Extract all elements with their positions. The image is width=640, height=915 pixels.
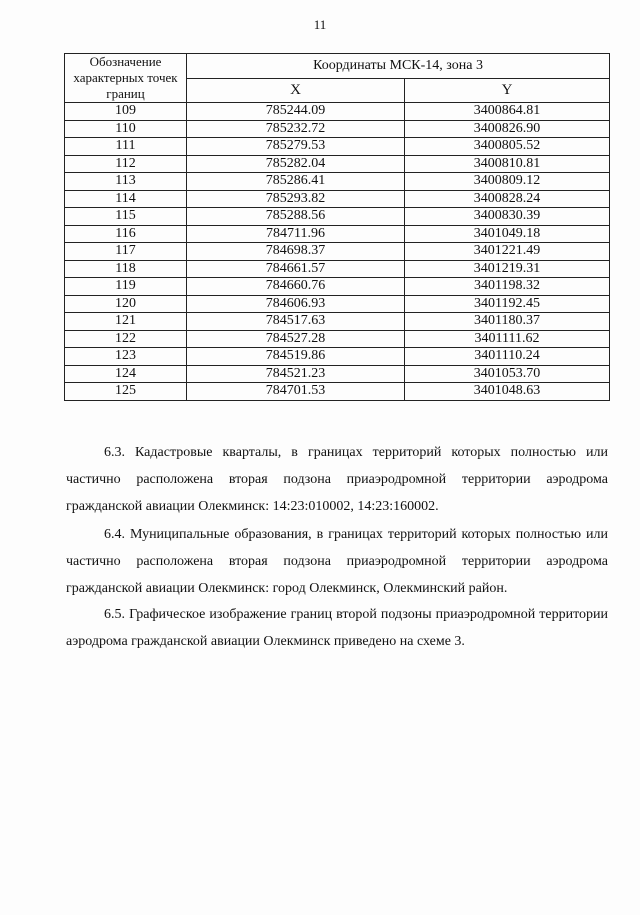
point-number-cell: 116 bbox=[65, 225, 187, 243]
point-number-cell: 111 bbox=[65, 138, 187, 156]
header-point-designation: Обозначение характерных точек границ bbox=[65, 54, 187, 103]
point-number-cell: 112 bbox=[65, 155, 187, 173]
point-number-cell: 125 bbox=[65, 383, 187, 401]
y-coordinate-cell: 3400830.39 bbox=[405, 208, 610, 226]
point-number-cell: 109 bbox=[65, 103, 187, 121]
y-coordinate-cell: 3401219.31 bbox=[405, 260, 610, 278]
y-coordinate-cell: 3401192.45 bbox=[405, 295, 610, 313]
header-x: X bbox=[187, 78, 405, 103]
point-number-cell: 113 bbox=[65, 173, 187, 191]
y-coordinate-cell: 3400826.90 bbox=[405, 120, 610, 138]
point-number-cell: 114 bbox=[65, 190, 187, 208]
table-row bbox=[65, 330, 610, 348]
table-row bbox=[65, 348, 610, 366]
page-number: 11 bbox=[313, 17, 327, 32]
x-coordinate-cell: 784519.86 bbox=[187, 348, 405, 366]
x-coordinate-cell: 785282.04 bbox=[187, 155, 405, 173]
point-number-cell: 118 bbox=[65, 260, 187, 278]
x-coordinate-cell: 784527.28 bbox=[187, 330, 405, 348]
point-number-cell: 110 bbox=[65, 120, 187, 138]
x-coordinate-cell: 784698.37 bbox=[187, 243, 405, 261]
table-row bbox=[65, 365, 610, 383]
x-coordinate-cell: 784660.76 bbox=[187, 278, 405, 296]
x-coordinate-cell: 784711.96 bbox=[187, 225, 405, 243]
y-coordinate-cell: 3401111.62 bbox=[405, 330, 610, 348]
x-coordinate-cell: 785286.41 bbox=[187, 173, 405, 191]
x-coordinate-cell: 784521.23 bbox=[187, 365, 405, 383]
table-row bbox=[65, 295, 610, 313]
x-coordinate-cell: 785293.82 bbox=[187, 190, 405, 208]
point-number-cell: 122 bbox=[65, 330, 187, 348]
paragraph-cadastral-quarters: 6.3. Кадастровые кварталы, в границах территорий которых полностью или частично расположена вторая подзона приаэродромной территории аэродрома гражданской авиации Олекминск: 14:23:010002, 14:23:160002. bbox=[66, 445, 608, 514]
y-coordinate-cell: 3401048.63 bbox=[405, 383, 610, 401]
table-row bbox=[65, 278, 610, 296]
table-row bbox=[65, 260, 610, 278]
coordinates-table bbox=[64, 53, 610, 401]
y-coordinate-cell: 3401221.49 bbox=[405, 243, 610, 261]
table-row bbox=[65, 103, 610, 121]
header-coordinates: Координаты МСК-14, зона 3 bbox=[187, 54, 610, 79]
table-row bbox=[65, 383, 610, 401]
x-coordinate-cell: 785279.53 bbox=[187, 138, 405, 156]
x-coordinate-cell: 785244.09 bbox=[187, 103, 405, 121]
y-coordinate-cell: 3401180.37 bbox=[405, 313, 610, 331]
y-coordinate-cell: 3400828.24 bbox=[405, 190, 610, 208]
x-coordinate-cell: 785288.56 bbox=[187, 208, 405, 226]
table-row bbox=[65, 173, 610, 191]
table-row bbox=[65, 243, 610, 261]
table-body bbox=[65, 103, 610, 401]
x-coordinate-cell: 784517.63 bbox=[187, 313, 405, 331]
table-row bbox=[65, 155, 610, 173]
point-number-cell: 120 bbox=[65, 295, 187, 313]
point-number-cell: 124 bbox=[65, 365, 187, 383]
y-coordinate-cell: 3401053.70 bbox=[405, 365, 610, 383]
table-row bbox=[65, 190, 610, 208]
x-coordinate-cell: 785232.72 bbox=[187, 120, 405, 138]
y-coordinate-cell: 3401198.32 bbox=[405, 278, 610, 296]
table-row bbox=[65, 313, 610, 331]
paragraph-municipalities: 6.4. Муниципальные образования, в границах территорий которых полностью или частично расположена вторая подзона приаэродромной территории аэродрома гражданской авиации Олекминск: город Олекминск, Олекминский район. bbox=[66, 527, 608, 596]
point-number-cell: 121 bbox=[65, 313, 187, 331]
y-coordinate-cell: 3400809.12 bbox=[405, 173, 610, 191]
x-coordinate-cell: 784606.93 bbox=[187, 295, 405, 313]
y-coordinate-cell: 3400810.81 bbox=[405, 155, 610, 173]
y-coordinate-cell: 3401110.24 bbox=[405, 348, 610, 366]
table-row bbox=[65, 208, 610, 226]
point-number-cell: 115 bbox=[65, 208, 187, 226]
table-row bbox=[65, 138, 610, 156]
table-row bbox=[65, 225, 610, 243]
x-coordinate-cell: 784701.53 bbox=[187, 383, 405, 401]
y-coordinate-cell: 3400864.81 bbox=[405, 103, 610, 121]
y-coordinate-cell: 3401049.18 bbox=[405, 225, 610, 243]
paragraph-graphic-scheme: 6.5. Графическое изображение границ второй подзоны приаэродромной территории аэродрома гражданской авиации Олекминск приведено на схеме 3. bbox=[66, 607, 608, 649]
y-coordinate-cell: 3400805.52 bbox=[405, 138, 610, 156]
point-number-cell: 119 bbox=[65, 278, 187, 296]
table-row bbox=[65, 120, 610, 138]
header-y: Y bbox=[405, 78, 610, 103]
x-coordinate-cell: 784661.57 bbox=[187, 260, 405, 278]
point-number-cell: 117 bbox=[65, 243, 187, 261]
point-number-cell: 123 bbox=[65, 348, 187, 366]
